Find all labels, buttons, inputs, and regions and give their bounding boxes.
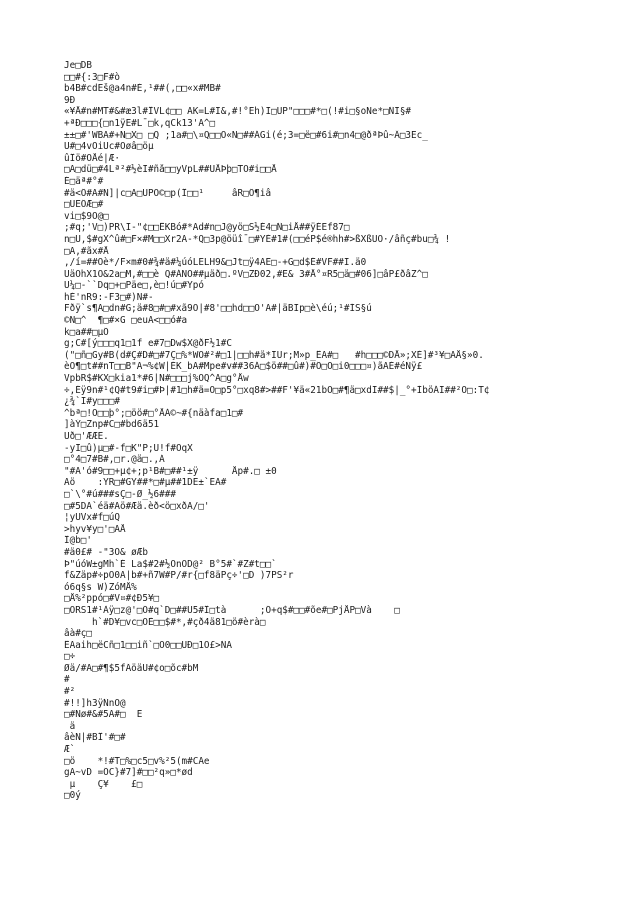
text-line: Äö :YR□#GY##*□#µ##1DE±`EÄ# bbox=[64, 477, 227, 489]
text-line: ¿¾`Ï#y□□□# bbox=[64, 396, 120, 408]
text-line: UäÖhX1Ö&2a□M,#□□è Q#ÁNÖ##µäð□.ºV□ZÐ02,#E& 3#Å°¤R5□ä□#06]□âP£ðâZ^□ bbox=[64, 268, 428, 280]
text-line: VpbR$#KX□kia1*#6|N#□□□j%ÖQ^Ä□g°Åw bbox=[64, 373, 249, 385]
text-line: # bbox=[64, 674, 70, 686]
text-line: □ÛEÕÆ□# bbox=[64, 199, 104, 211]
text-line: +ªÐ□□□{□n1ÿE#L¯□k,qCk13'A^□ bbox=[64, 117, 216, 129]
text-line: □ö *!#T□%□c5□v%²5(m#CÄe bbox=[64, 755, 210, 767]
text-line: ;#q;'V□)PR\I-"¢□□ÊKBó#*Äd#n□J@yö□S½É4□Ñ□iÅ##ÿÉËf87□ bbox=[64, 222, 350, 234]
text-line: #ä<Õ#A#N]|c□A□ÛPÖ©□p(Î□□¹ âR□Õ¶iâ bbox=[64, 187, 272, 199]
text-line: □A,#ãx#Å bbox=[64, 245, 109, 257]
text-line: "#Ä'ó#9□□+µ¢+;p¹B#□##¹±ÿ Åp#.□ ±0 bbox=[64, 465, 277, 477]
text-line: ^bª□!Ö□□þ°;□öö#□°ÅÁ©~#{näàfa□1□# bbox=[64, 407, 244, 419]
text-line: «¥Å#n#MT#&#æ3l#ÎVL¢□□ ÄK=L#I&,#!°Eh)I□ÚP"□□□#*□(!#i□§oNe*□ÑÏ§# bbox=[64, 106, 412, 118]
text-line: gA~vD =ÕC}#7]#□□²q»□*ød bbox=[64, 767, 193, 779]
document-body bbox=[64, 60, 624, 802]
text-line: Øä/#Ä□#¶$5fÃöäU#¢o□õc#bM bbox=[64, 662, 199, 674]
text-line: ±±□#'WBA#+N□X□ □Q ;1a#□\¤Q□□Ö«N□##ÁGi(é;3=□ë□#6i#□n4□@ðªÞû~Â□3Ec_ bbox=[64, 129, 428, 141]
text-line: -yI□û)µ□#-f□K"P;Ü!f#OqX bbox=[64, 442, 193, 454]
text-line: É□äª#°# bbox=[64, 175, 104, 187]
text-line: èÖ¶□t##nT□□B"Ä¬%¢W|ÉK_bA#Mpe#v##36Á□$ö##□û#)#Õ□Ö□i0□□□¤)ãÄÉ#éÑÿ£ bbox=[64, 361, 423, 373]
text-line: Æ` bbox=[64, 744, 76, 756]
text-line: hÉ'nR9:-F3□#)N#- bbox=[64, 291, 154, 303]
text-line: □÷ bbox=[64, 651, 76, 663]
text-line: □#Nø#&#5A#□ E bbox=[64, 709, 143, 721]
text-line: >hyv¥y□'□ÄÅ bbox=[64, 523, 126, 535]
text-line: Je□DB bbox=[64, 60, 92, 71]
text-line: □Å%²ppó□#V¤#¢Ð5¥□ bbox=[64, 593, 160, 605]
text-line: U¼□-``Dq□+□Päe□,è□!ú□#Ypó bbox=[64, 280, 204, 292]
text-line: ÊÄaih□ëCñ□1□□iñ`□Ó0□□UÐ□1Ó£>ÑÄ bbox=[64, 639, 232, 651]
text-line: #!!]h3ÿÑnÖ@ bbox=[64, 697, 126, 709]
text-line: #² bbox=[64, 686, 76, 698]
text-line: Î@b□' bbox=[64, 535, 92, 547]
text-line: ("□ñ□Gy#B(d#Ç#D#□#7Ç□%*WÖ#²#□1|□□h#ä*IÛr;M»p_ÊA#□ #h□□□©DÅ»;XÉ]#³¥□ÄÅ§»0. bbox=[64, 349, 484, 361]
text-line: Uð□'ÆÆE. bbox=[64, 431, 109, 442]
text-line: ©N□^ ¶□#×G □euA<□□ó#a bbox=[64, 315, 188, 327]
text-line: âèN|#BÎ'#□# bbox=[64, 732, 126, 744]
text-line: k□a##□µÕ bbox=[64, 326, 109, 338]
text-line: □`\°#ú###sÇ□-Ø_½6### bbox=[64, 488, 176, 500]
text-line: ÷,Éÿ9n#¹¢Q#t9#i□#Þ|#1□h#ä=Ö□p5°□xq8#>##F'¥ä«21bÖ□#¶ä□xdÏ##$|_°+ÍböÁÏ##²Ö□:T¢ bbox=[64, 384, 490, 396]
text-line: ]àÝ□Znp#C□#bd6ä51 bbox=[64, 419, 160, 431]
text-line: f&Zäp#÷pÖ0A|b#+ñ7W#P/#r{□f8äPç÷'□D )7PS²r bbox=[64, 570, 294, 582]
text-line: #ä0£# -"3Ö& øÆb bbox=[64, 546, 148, 558]
text-line: 9Ð bbox=[64, 94, 76, 106]
text-line: □A□dü□#4Lª²#½èI#ñå□□yVpL##ÚÅÞþ□TÖ#i□□Å bbox=[64, 164, 277, 176]
text-line: ûÎö#ÓÅé|Æ· bbox=[64, 152, 120, 164]
text-line: □ORS1#¹Àÿ□z@'□Õ#q`D□##Ù5#Î□tà ;Õ+q$#□□#õe#□PjÅP□Và □ bbox=[64, 604, 400, 616]
text-line: g;C#[ý□□□q1□1f e#7□Dw$X@ðF½1#C bbox=[64, 338, 232, 350]
text-line: µ Ç¥ £□ bbox=[64, 778, 143, 790]
text-line: Ú#□4vÖiUc#Óøâ□öµ bbox=[64, 141, 154, 153]
text-line: ä bbox=[64, 720, 76, 732]
text-line: ó6q§s W)ZóMÅ% bbox=[64, 581, 137, 593]
text-line: n□U,$#gX^û#□F×#M□□Xr2Ä-*Q□3p@öüî¯□#YÉ#1#(□□éP$é®hh#>ßXßUÖ·/âñç#bu□¾ ! bbox=[64, 233, 451, 245]
text-line: □#5DA`éä#Äö#Æä.èð<ö□xðA/□' bbox=[64, 500, 210, 512]
text-line: vi□$9Ö@□ bbox=[64, 210, 109, 222]
text-line: Fðÿ`s¶A□dn#G;ä#8□#□#xã9Ö|#8'□□hd□□Ó'A#|äBIp□è\éú;¹#ÍS§ú bbox=[64, 303, 372, 315]
text-line: ,/í=##Óè*/F×m#0#¾#ä#¼úóLELH9&□Jt□ÿ4ÄE□-+G□d$É#VF##I.ä0 bbox=[64, 257, 367, 269]
text-line: □□#{:3□F#ò bbox=[64, 71, 120, 83]
text-line: b4B#cdEš@a4n#É,¹##(,□□«x#MB# bbox=[64, 83, 221, 95]
text-line: ¦yÜVx#f□úQ bbox=[64, 512, 120, 524]
text-line: âà#ç□ bbox=[64, 628, 92, 640]
text-line: □0ý bbox=[64, 790, 81, 802]
text-line: □°4□7#B#,□r.@ä□.,Á bbox=[64, 454, 165, 466]
text-line: Þ"úóW±gMh`É La$#2#½ÓnÖD@² B°5#`#Z#t□□` bbox=[64, 558, 277, 570]
text-line: h`#D¥□vc□ÖÈ□□$#*,#çð4ä81□ö#èrà□ bbox=[64, 616, 266, 628]
